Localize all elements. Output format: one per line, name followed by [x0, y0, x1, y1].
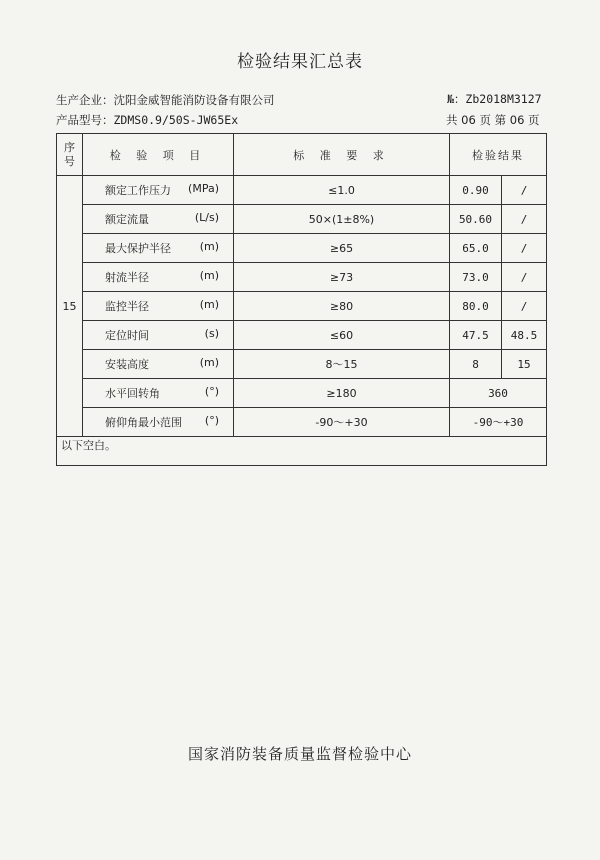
result-cell: 48.5 — [502, 321, 547, 350]
result-cell: / — [502, 205, 547, 234]
result-cell: 80.0 — [450, 292, 502, 321]
manufacturer-label: 生产企业： — [56, 93, 114, 107]
result-cell-merged: 360 — [450, 379, 547, 408]
result-cell-merged: -90～+30 — [450, 408, 547, 437]
result-cell: / — [502, 263, 547, 292]
standard-cell: 8～15 — [234, 350, 450, 379]
document-title: 检验结果汇总表 — [237, 52, 363, 72]
result-cell: 73.0 — [450, 263, 502, 292]
item-cell: 水平回转角 (°) — [83, 379, 234, 408]
model-value: ZDMS0.9/50S-JW65Ex — [113, 113, 239, 127]
model-line — [56, 112, 238, 128]
header-result: 检验结果 — [450, 134, 547, 176]
results-table — [56, 133, 547, 466]
result-cell: 65.0 — [450, 234, 502, 263]
table-row — [57, 205, 547, 234]
standard-cell: ≤60 — [234, 321, 450, 350]
table-row — [57, 292, 547, 321]
header-seq: 序号 — [57, 134, 83, 176]
standard-cell: ≥180 — [234, 379, 450, 408]
result-cell: / — [502, 292, 547, 321]
page-count: 共 06 页 第 06 页 — [446, 113, 540, 127]
blank-note: 以下空白。 — [57, 437, 547, 466]
issuing-authority: 国家消防装备质量监督检验中心 — [187, 745, 412, 763]
manufacturer-name: 沈阳金威智能消防设备有限公司 — [113, 93, 275, 107]
header-item: 检 验 项 目 — [83, 134, 234, 176]
item-cell: 安装高度 (m) — [83, 350, 234, 379]
result-cell: 8 — [450, 350, 502, 379]
header-standard: 标 准 要 求 — [234, 134, 450, 176]
result-cell: / — [502, 234, 547, 263]
seq-cell: 15 — [57, 176, 83, 437]
manufacturer-line — [56, 92, 275, 108]
standard-cell: ≥73 — [234, 263, 450, 292]
result-cell: 50.60 — [450, 205, 502, 234]
report-number: №：Zb2018M3127 — [447, 92, 542, 106]
item-cell: 射流半径 (m) — [83, 263, 234, 292]
table-header-row — [57, 134, 547, 176]
item-cell: 最大保护半径 (m) — [83, 234, 234, 263]
result-cell: 0.90 — [450, 176, 502, 205]
table-row — [57, 408, 547, 437]
model-label: 产品型号： — [56, 113, 114, 127]
standard-cell: ≤1.0 — [234, 176, 450, 205]
standard-cell: ≥65 — [234, 234, 450, 263]
table-row — [57, 234, 547, 263]
table-row — [57, 379, 547, 408]
item-cell: 俯仰角最小范围 (°) — [83, 408, 234, 437]
item-cell: 额定工作压力 (MPa) — [83, 176, 234, 205]
seal-edge-mark — [582, 316, 600, 380]
result-cell: 15 — [502, 350, 547, 379]
item-cell: 监控半径 (m) — [83, 292, 234, 321]
item-cell: 定位时间 (s) — [83, 321, 234, 350]
blank-note-row — [57, 437, 547, 466]
table-row — [57, 176, 547, 205]
table-row — [57, 321, 547, 350]
item-cell: 额定流量 (L/s) — [83, 205, 234, 234]
result-cell: / — [502, 176, 547, 205]
table-row — [57, 263, 547, 292]
table-row — [57, 350, 547, 379]
standard-cell: -90～+30 — [234, 408, 450, 437]
standard-cell: 50×(1±8%) — [234, 205, 450, 234]
result-cell: 47.5 — [450, 321, 502, 350]
standard-cell: ≥80 — [234, 292, 450, 321]
